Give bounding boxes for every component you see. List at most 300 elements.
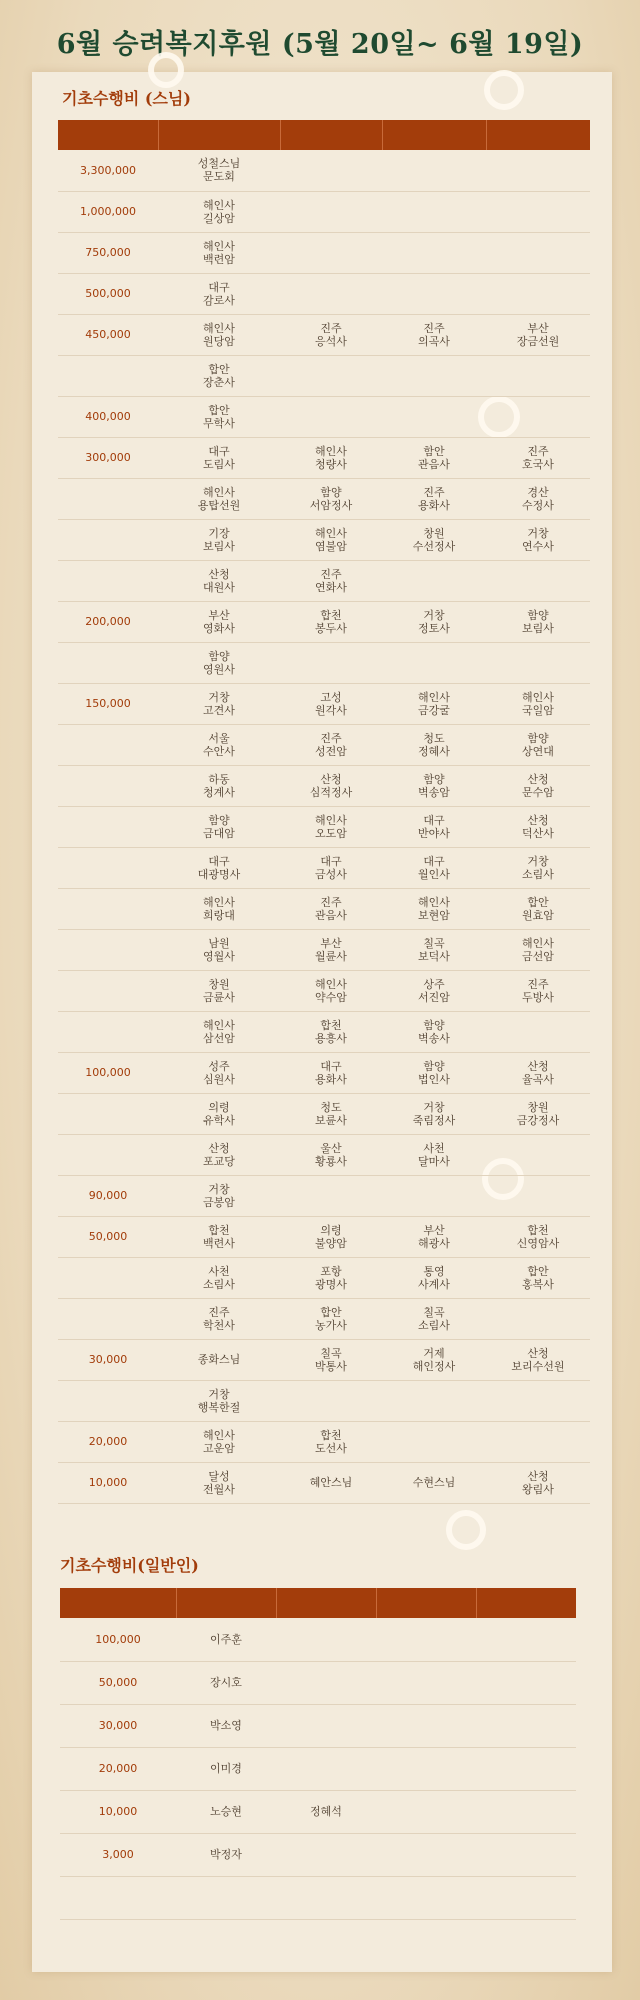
amount-cell <box>58 888 158 929</box>
donor-name: 부산 장금선원 <box>516 321 560 348</box>
donor-name: 부산 해광사 <box>418 1223 450 1250</box>
donor-cell <box>276 1747 376 1790</box>
donor-cell <box>280 929 382 970</box>
table-row <box>58 1462 590 1503</box>
decorative-ring <box>484 70 524 110</box>
donor-name: 고성 원각사 <box>315 690 347 717</box>
amount-cell: 750,000 <box>58 232 158 273</box>
donor-cell <box>176 1833 276 1876</box>
donor-cell <box>376 1876 476 1919</box>
donor-cell <box>486 1175 590 1216</box>
donor-name: 수현스님 <box>412 1476 456 1489</box>
donor-cell <box>376 1618 476 1661</box>
donor-name: 의령 유학사 <box>203 1100 235 1127</box>
donor-name: 해인사 오도암 <box>315 813 347 840</box>
table-row <box>58 396 590 437</box>
amount-cell <box>58 1134 158 1175</box>
amount-cell: 3,000 <box>60 1833 176 1876</box>
donor-name: 산청 심적정사 <box>309 772 353 799</box>
donor-name: 합안 무학사 <box>203 403 235 430</box>
amount-cell: 450,000 <box>58 314 158 355</box>
donor-cell <box>486 929 590 970</box>
donor-cell <box>382 1011 486 1052</box>
donor-cell <box>280 396 382 437</box>
table-row <box>58 724 590 765</box>
donor-name: 하동 청계사 <box>203 772 235 799</box>
donor-cell <box>376 1704 476 1747</box>
table-row <box>58 150 590 191</box>
amount-cell <box>58 355 158 396</box>
donor-cell <box>158 437 280 478</box>
table-row <box>58 355 590 396</box>
donor-cell <box>486 1462 590 1503</box>
donor-name: 산청 보리수선원 <box>511 1346 565 1373</box>
table-row <box>58 847 590 888</box>
table-row <box>58 642 590 683</box>
donor-name: 거창 고견사 <box>203 690 235 717</box>
table-row <box>58 765 590 806</box>
donor-cell <box>382 1339 486 1380</box>
donor-cell <box>382 642 486 683</box>
donor-cell <box>280 478 382 519</box>
table-row <box>58 1298 590 1339</box>
amount-cell <box>58 1298 158 1339</box>
donor-cell <box>476 1790 576 1833</box>
table-row <box>58 478 590 519</box>
donor-name: 산청 덕산사 <box>522 813 554 840</box>
donor-name: 산청 대원사 <box>203 567 235 594</box>
donor-cell <box>486 806 590 847</box>
donor-name: 대구 용화사 <box>315 1059 347 1086</box>
donor-cell <box>280 1380 382 1421</box>
monk-donation-table <box>58 120 590 1504</box>
amount-cell <box>58 806 158 847</box>
donor-cell <box>382 1216 486 1257</box>
table-row <box>58 1380 590 1421</box>
donor-cell <box>158 806 280 847</box>
donor-name: 진주 두방사 <box>522 977 554 1004</box>
donor-cell <box>176 1704 276 1747</box>
amount-cell <box>58 519 158 560</box>
donor-cell <box>486 847 590 888</box>
donor-cell <box>280 150 382 191</box>
donor-name: 거창 죽림정사 <box>412 1100 456 1127</box>
donor-name: 성주 심원사 <box>203 1059 235 1086</box>
donor-cell <box>382 191 486 232</box>
donor-name: 거창 소림사 <box>522 854 554 881</box>
donor-cell <box>158 1339 280 1380</box>
donor-name: 달성 전월사 <box>203 1469 235 1496</box>
donor-cell <box>382 806 486 847</box>
table-row <box>58 806 590 847</box>
donor-cell <box>158 150 280 191</box>
donor-cell <box>158 642 280 683</box>
donor-cell <box>382 273 486 314</box>
donor-cell <box>486 888 590 929</box>
donor-cell <box>158 724 280 765</box>
donor-name: 해인사 백련암 <box>203 239 235 266</box>
donor-cell <box>158 1380 280 1421</box>
donor-cell <box>382 232 486 273</box>
donor-cell <box>476 1876 576 1919</box>
donor-name: 대구 대광명사 <box>197 854 241 881</box>
amount-cell: 90,000 <box>58 1175 158 1216</box>
donor-name: 거제 해인정사 <box>412 1346 456 1373</box>
amount-cell: 1,000,000 <box>58 191 158 232</box>
donor-cell <box>382 150 486 191</box>
donor-cell <box>158 519 280 560</box>
donor-cell <box>280 847 382 888</box>
donor-name: 이주훈 <box>210 1632 242 1646</box>
donor-name: 대구 감로사 <box>203 280 235 307</box>
amount-cell: 30,000 <box>58 1339 158 1380</box>
amount-cell <box>58 642 158 683</box>
table-row <box>58 1339 590 1380</box>
amount-cell <box>58 1093 158 1134</box>
table-row <box>60 1790 576 1833</box>
donor-cell <box>486 1257 590 1298</box>
donor-name: 거창 정토사 <box>418 608 450 635</box>
decorative-ring <box>148 52 184 88</box>
donor-cell <box>476 1618 576 1661</box>
donor-cell <box>280 1339 382 1380</box>
amount-cell: 200,000 <box>58 601 158 642</box>
donor-cell <box>486 1380 590 1421</box>
donor-cell <box>158 1462 280 1503</box>
amount-cell <box>58 1257 158 1298</box>
donor-cell <box>382 396 486 437</box>
amount-cell: 500,000 <box>58 273 158 314</box>
donor-name: 합안 장춘사 <box>203 362 235 389</box>
donor-cell <box>280 806 382 847</box>
donor-name: 산청 포교당 <box>203 1141 235 1168</box>
donor-name: 진주 관음사 <box>315 895 347 922</box>
table-row <box>58 1175 590 1216</box>
table-row <box>58 1093 590 1134</box>
donor-cell <box>158 683 280 724</box>
donor-name: 해인사 약수암 <box>315 977 347 1004</box>
donor-name: 종화스님 <box>197 1353 241 1366</box>
table-row <box>58 232 590 273</box>
donor-name: 해인사 희랑대 <box>203 895 235 922</box>
donor-name: 박소영 <box>210 1719 242 1732</box>
donor-name: 해인사 금강굴 <box>418 690 450 717</box>
amount-cell: 300,000 <box>58 437 158 478</box>
donor-name: 창원 수선정사 <box>412 526 456 553</box>
donor-cell <box>486 355 590 396</box>
donor-cell <box>280 888 382 929</box>
donor-cell <box>280 1134 382 1175</box>
donor-cell <box>486 683 590 724</box>
donor-name: 진주 의곡사 <box>418 321 450 348</box>
donor-cell <box>376 1833 476 1876</box>
donor-cell <box>280 355 382 396</box>
donor-name: 진주 연화사 <box>315 567 347 594</box>
amount-cell: 400,000 <box>58 396 158 437</box>
donor-cell <box>382 355 486 396</box>
donor-cell <box>280 1216 382 1257</box>
donor-cell <box>476 1747 576 1790</box>
donor-name: 거창 연수사 <box>522 526 554 553</box>
donor-name: 성철스님 문도회 <box>197 157 241 184</box>
donor-name: 함양 금대암 <box>203 813 235 840</box>
donor-cell <box>382 478 486 519</box>
donor-name: 해인사 용탑선원 <box>197 485 241 512</box>
donor-cell <box>158 970 280 1011</box>
donor-cell <box>486 1216 590 1257</box>
donor-cell <box>486 1011 590 1052</box>
donor-cell <box>158 1052 280 1093</box>
donor-cell <box>158 191 280 232</box>
donor-name: 함양 법인사 <box>418 1059 450 1086</box>
donor-name: 울산 황룡사 <box>315 1141 347 1168</box>
table-row <box>60 1747 576 1790</box>
donor-cell <box>176 1661 276 1704</box>
donor-cell <box>158 1011 280 1052</box>
donor-cell <box>486 1093 590 1134</box>
donor-cell <box>280 1462 382 1503</box>
table-row <box>58 1421 590 1462</box>
donor-name: 칠곡 소림사 <box>418 1305 450 1332</box>
donor-name: 기장 보림사 <box>203 526 235 553</box>
donor-name: 해인사 청량사 <box>315 444 347 471</box>
table-row <box>60 1876 576 1919</box>
table-row <box>58 929 590 970</box>
donor-cell <box>280 1052 382 1093</box>
amount-cell: 10,000 <box>60 1790 176 1833</box>
donor-name: 합천 용흥사 <box>315 1018 347 1045</box>
donor-cell <box>486 437 590 478</box>
amount-cell <box>58 929 158 970</box>
table-row <box>60 1661 576 1704</box>
donor-cell <box>158 1216 280 1257</box>
donor-name: 사천 달마사 <box>418 1141 450 1168</box>
donor-cell <box>486 1339 590 1380</box>
donor-name: 서울 수안사 <box>203 731 235 758</box>
donor-cell <box>158 478 280 519</box>
table-header-row <box>60 1588 576 1618</box>
donor-cell <box>486 191 590 232</box>
amount-cell: 10,000 <box>58 1462 158 1503</box>
donor-name: 부산 월륜사 <box>315 936 347 963</box>
table-header-row <box>58 120 590 150</box>
donor-cell <box>280 601 382 642</box>
donor-name: 해인사 염불암 <box>315 526 347 553</box>
donor-name: 함안 관음사 <box>418 444 450 471</box>
amount-cell: 50,000 <box>58 1216 158 1257</box>
donor-name: 합안 홍복사 <box>522 1264 554 1291</box>
donor-cell <box>176 1876 276 1919</box>
donor-cell <box>382 601 486 642</box>
table-row <box>60 1704 576 1747</box>
donor-cell <box>158 1175 280 1216</box>
donor-name: 포항 광명사 <box>315 1264 347 1291</box>
donor-name: 거창 금봉암 <box>203 1182 235 1209</box>
donor-name: 노승현 <box>210 1805 242 1818</box>
donor-name: 박정자 <box>210 1848 242 1861</box>
donor-cell <box>486 478 590 519</box>
donor-name: 합천 봉두사 <box>315 608 347 635</box>
donor-cell <box>486 1298 590 1339</box>
donor-cell <box>158 273 280 314</box>
table-row <box>58 437 590 478</box>
donor-cell <box>280 437 382 478</box>
donor-name: 해인사 국일암 <box>522 690 554 717</box>
donor-name: 청도 정혜사 <box>418 731 450 758</box>
donor-cell <box>382 970 486 1011</box>
donor-name: 함양 상연대 <box>522 731 554 758</box>
donor-cell <box>376 1790 476 1833</box>
donor-cell <box>486 396 590 437</box>
donor-cell <box>486 560 590 601</box>
donor-name: 함양 벽송사 <box>418 1018 450 1045</box>
donor-name: 진주 응석사 <box>315 321 347 348</box>
decorative-ring <box>446 1510 486 1550</box>
donor-cell <box>158 1134 280 1175</box>
donor-name: 해인사 보현암 <box>418 895 450 922</box>
amount-cell <box>58 847 158 888</box>
page-title: 6월 승려복지후원 (5월 20일~ 6월 19일) <box>56 29 584 60</box>
donor-name: 칠곡 보덕사 <box>418 936 450 963</box>
amount-cell: 50,000 <box>60 1661 176 1704</box>
donor-cell <box>476 1661 576 1704</box>
donor-cell <box>486 765 590 806</box>
donor-name: 창원 금강정사 <box>516 1100 560 1127</box>
amount-cell <box>58 1011 158 1052</box>
donor-cell <box>158 355 280 396</box>
donor-cell <box>280 765 382 806</box>
donor-cell <box>276 1704 376 1747</box>
donor-cell <box>486 232 590 273</box>
donor-cell <box>276 1618 376 1661</box>
donor-name: 산청 율곡사 <box>522 1059 554 1086</box>
donor-name: 대구 도림사 <box>203 444 235 471</box>
section-title-laypeople: 기초수행비(일반인) <box>60 1556 199 1575</box>
table-row <box>58 519 590 560</box>
donor-cell <box>382 519 486 560</box>
table-row <box>58 970 590 1011</box>
section-title-monks: 기초수행비 (스님) <box>62 89 191 108</box>
donor-cell <box>280 1421 382 1462</box>
donor-cell <box>158 888 280 929</box>
donor-name: 거창 행복한절 <box>197 1387 241 1414</box>
amount-cell: 100,000 <box>60 1618 176 1661</box>
donor-cell <box>276 1876 376 1919</box>
donor-name: 청도 보륜사 <box>315 1100 347 1127</box>
donor-name: 함양 보림사 <box>522 608 554 635</box>
donor-cell <box>280 1093 382 1134</box>
donor-cell <box>486 1421 590 1462</box>
amount-cell <box>58 765 158 806</box>
donor-cell <box>158 1093 280 1134</box>
donor-name: 대구 월인사 <box>418 854 450 881</box>
donor-cell <box>486 273 590 314</box>
donor-cell <box>280 519 382 560</box>
donor-name: 장시호 <box>210 1676 242 1689</box>
donor-cell <box>176 1747 276 1790</box>
table-row <box>58 1134 590 1175</box>
donor-cell <box>280 724 382 765</box>
table-row <box>60 1833 576 1876</box>
donor-cell <box>280 273 382 314</box>
donor-cell <box>382 724 486 765</box>
donor-cell <box>382 683 486 724</box>
table-row <box>58 1216 590 1257</box>
donor-cell <box>382 888 486 929</box>
donor-cell <box>280 970 382 1011</box>
donor-cell <box>280 191 382 232</box>
table-row <box>58 273 590 314</box>
donor-name: 함양 서암정사 <box>309 485 353 512</box>
donor-cell <box>280 314 382 355</box>
donor-name: 혜안스님 <box>309 1476 353 1489</box>
donor-name: 상주 서진암 <box>418 977 450 1004</box>
donor-name: 창원 금륜사 <box>203 977 235 1004</box>
table-row <box>58 888 590 929</box>
donor-cell <box>382 847 486 888</box>
donor-cell <box>486 519 590 560</box>
donor-name: 진주 성전암 <box>315 731 347 758</box>
donor-cell <box>382 765 486 806</box>
donor-cell <box>158 601 280 642</box>
table-row <box>58 1011 590 1052</box>
donor-cell <box>382 437 486 478</box>
donor-name: 대구 금성사 <box>315 854 347 881</box>
donor-cell <box>476 1704 576 1747</box>
donor-cell <box>158 1421 280 1462</box>
donor-name: 정혜석 <box>310 1805 342 1818</box>
donor-name: 사천 소림사 <box>203 1264 235 1291</box>
donor-cell <box>382 929 486 970</box>
donor-name: 합천 신영암사 <box>516 1223 560 1250</box>
donor-name: 경산 수정사 <box>522 485 554 512</box>
table-row <box>58 314 590 355</box>
donor-name: 남원 영월사 <box>203 936 235 963</box>
amount-cell <box>60 1876 176 1919</box>
donor-cell <box>382 1257 486 1298</box>
donor-cell <box>276 1790 376 1833</box>
donor-cell <box>280 1175 382 1216</box>
donor-cell <box>382 1134 486 1175</box>
donor-cell <box>486 642 590 683</box>
donor-cell <box>176 1618 276 1661</box>
donor-name: 진주 호국사 <box>522 444 554 471</box>
amount-cell <box>58 560 158 601</box>
donor-cell <box>382 1175 486 1216</box>
donor-cell <box>158 1298 280 1339</box>
table-row <box>58 1257 590 1298</box>
amount-cell <box>58 478 158 519</box>
donor-name: 칠곡 박통사 <box>315 1346 347 1373</box>
donor-cell <box>486 1134 590 1175</box>
donor-cell <box>382 1462 486 1503</box>
donor-name: 함양 벽송암 <box>418 772 450 799</box>
table-row <box>58 1052 590 1093</box>
donor-name: 합천 백련사 <box>203 1223 235 1250</box>
amount-cell: 3,300,000 <box>58 150 158 191</box>
donor-name: 이미경 <box>210 1762 242 1775</box>
amount-cell <box>58 724 158 765</box>
donor-cell <box>280 1298 382 1339</box>
donor-name: 합천 도선사 <box>315 1428 347 1455</box>
donor-cell <box>376 1661 476 1704</box>
amount-cell: 20,000 <box>60 1747 176 1790</box>
layperson-donation-table <box>60 1588 576 1920</box>
donor-cell <box>486 314 590 355</box>
table-row <box>58 560 590 601</box>
donor-cell <box>280 232 382 273</box>
amount-cell: 150,000 <box>58 683 158 724</box>
